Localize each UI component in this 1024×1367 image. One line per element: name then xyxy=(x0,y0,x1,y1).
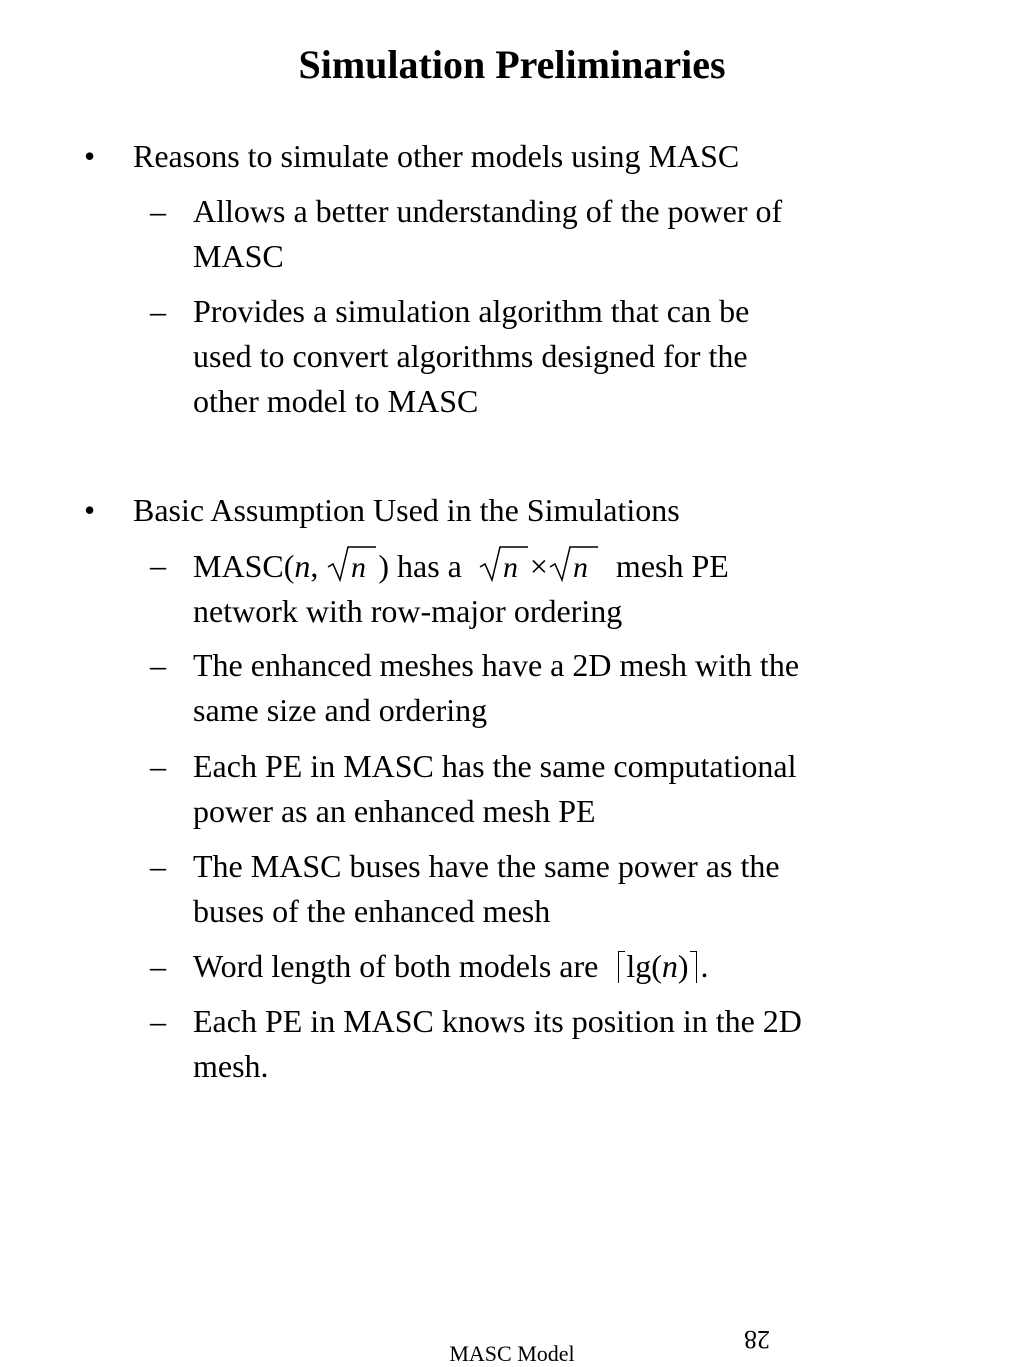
text-line: same size and ordering xyxy=(193,692,488,728)
text-line: The enhanced meshes have a 2D mesh with the xyxy=(193,647,800,683)
sub-item-text xyxy=(193,999,920,1089)
text-segment: . xyxy=(700,948,709,984)
text-segment: Word length of both models are xyxy=(193,948,599,984)
sqrt-sign-icon xyxy=(326,543,378,583)
ceiling-left-icon xyxy=(614,949,626,985)
dash-marker: – xyxy=(150,848,166,884)
sub-item-text xyxy=(193,944,920,989)
text-segment: , xyxy=(310,548,319,584)
bullet-text: Basic Assumption Used in the Simulations xyxy=(133,492,680,528)
math-variable: n xyxy=(661,948,678,984)
math-function: lg( xyxy=(626,948,662,984)
text-line: power as an enhanced mesh PE xyxy=(193,793,596,829)
sub-item-text xyxy=(193,289,920,424)
bullet-text: Reasons to simulate other models using MASC xyxy=(133,138,740,174)
text-segment: ) has a xyxy=(378,548,462,584)
math-variable: n xyxy=(572,551,588,583)
sub-item-text xyxy=(193,189,920,279)
sub-item-text xyxy=(193,543,920,634)
formula-line xyxy=(193,543,920,589)
text-segment: MASC( xyxy=(193,548,295,584)
dash-marker: – xyxy=(150,647,166,683)
ceiling-right-icon xyxy=(689,949,701,985)
text-line: MASC xyxy=(193,238,284,274)
bullet-marker: • xyxy=(84,492,96,528)
sqrt-expression xyxy=(326,543,378,589)
text-segment: mesh PE xyxy=(615,548,729,584)
sub-item-text xyxy=(193,844,920,934)
sqrt-expression xyxy=(478,543,530,589)
math-paren: ) xyxy=(677,948,689,984)
dash-marker: – xyxy=(150,948,166,984)
dash-marker: – xyxy=(150,293,166,329)
dash-marker: – xyxy=(150,1003,166,1039)
math-variable: n xyxy=(351,551,367,583)
formula-line xyxy=(193,944,920,989)
dash-marker: – xyxy=(150,193,166,229)
footer-title: MASC Model xyxy=(449,1341,575,1366)
text-line: The MASC buses have the same power as the xyxy=(193,848,780,884)
text-line: used to convert algorithms designed for the xyxy=(193,338,748,374)
text-line: Each PE in MASC knows its position in the 2D xyxy=(193,1003,802,1039)
bullet-marker: • xyxy=(84,138,96,174)
slide-title: Simulation Preliminaries xyxy=(298,42,726,87)
sqrt-expression xyxy=(548,543,600,589)
text-line: other model to MASC xyxy=(193,383,479,419)
dash-marker: – xyxy=(150,748,166,784)
text-line: buses of the enhanced mesh xyxy=(193,893,551,929)
sub-item-text xyxy=(193,744,920,834)
text-line: mesh. xyxy=(193,1048,269,1084)
text-line: Provides a simulation algorithm that can be xyxy=(193,293,750,329)
sqrt-sign-icon xyxy=(478,543,530,583)
sub-item-text xyxy=(193,643,920,733)
times-symbol: × xyxy=(529,548,548,584)
text-line: network with row-major ordering xyxy=(193,593,623,629)
sqrt-sign-icon xyxy=(548,543,600,583)
math-variable: n xyxy=(502,551,518,583)
dash-marker: – xyxy=(150,547,166,583)
text-line: Allows a better understanding of the power of xyxy=(193,193,783,229)
text-line: Each PE in MASC has the same computational xyxy=(193,748,797,784)
page-number: 28 xyxy=(744,1325,770,1354)
math-variable: n xyxy=(294,548,311,584)
